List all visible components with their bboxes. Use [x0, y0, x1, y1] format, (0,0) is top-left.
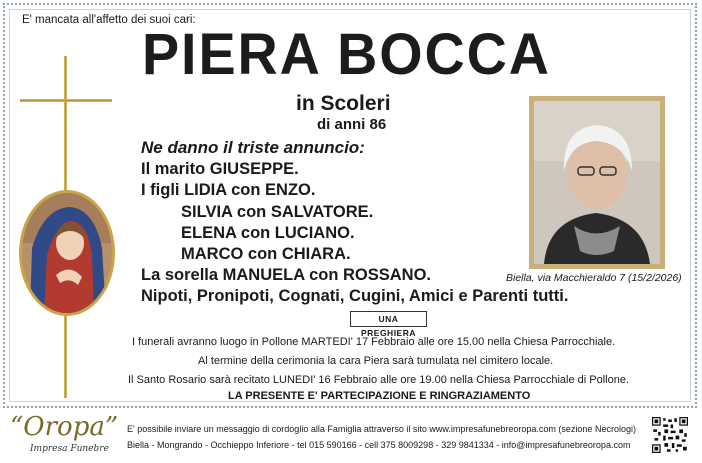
family-line: ELENA con LUCIANO.: [181, 224, 355, 242]
family-line: Il marito GIUSEPPE.: [141, 160, 299, 178]
oropa-logo: [6, 412, 119, 460]
funeral-info-line: Il Santo Rosario sarà recitato LUNEDI' 16 Febbraio alle ore 19.00 nella Chiesa Parrocchiale di Pollone.: [128, 374, 630, 386]
announcement-heading: Ne danno il triste annuncio:: [141, 138, 365, 157]
family-line: I figli LIDIA con ENZO.: [141, 181, 316, 199]
family-line: Nipoti, Pronipoti, Cognati, Cugini, Amici e Parenti tutti.: [141, 287, 569, 305]
footer-contacts: Biella - Mongrando - Occhieppo Inferiore - tel 015 590166 - cell 375 8009298 - 329 9841334 - info@impresafunebreoropa.com: [127, 440, 631, 450]
deceased-photo: [529, 96, 665, 269]
cross-horizontal-bar: [20, 99, 112, 102]
portrait-illustration: [534, 101, 660, 264]
funeral-info-line: Al termine della cerimonia la cara Piera sarà tumulata nel cimitero locale.: [198, 355, 554, 367]
logo-text: “Oropa”: [10, 412, 119, 442]
deceased-name: PIERA BOCCA: [142, 22, 551, 87]
madonna-illustration: [22, 193, 112, 313]
logo-subtitle: Impresa Funebre: [30, 444, 109, 454]
family-line: MARCO con CHIARA.: [181, 245, 351, 263]
family-line: La sorella MANUELA con ROSSANO.: [141, 266, 432, 284]
madonna-image: [19, 190, 115, 316]
participation-line: LA PRESENTE E' PARTECIPAZIONE E RINGRAZIAMENTO: [228, 390, 531, 402]
prayer-button[interactable]: UNA PREGHIERA: [350, 311, 427, 327]
family-line: SILVIA con SALVATORE.: [181, 203, 374, 221]
married-name: in Scoleri: [296, 92, 391, 115]
funeral-info-line: I funerali avranno luogo in Pollone MARTEDI' 17 Febbraio alle ore 15.00 nella Chiesa Parrocchiale.: [132, 336, 616, 348]
footer-message: E' possibile inviare un messaggio di cordoglio alla Famiglia attraverso il sito www.impresafunebreoropa.com (sezione Necrologi): [127, 424, 636, 434]
qr-code[interactable]: [652, 417, 688, 453]
photo-caption: Biella, via Macchieraldo 7 (15/2/2026): [506, 272, 682, 284]
age-text: di anni 86: [317, 116, 387, 133]
intro-text: E' mancata all'affetto dei suoi cari:: [22, 14, 196, 26]
